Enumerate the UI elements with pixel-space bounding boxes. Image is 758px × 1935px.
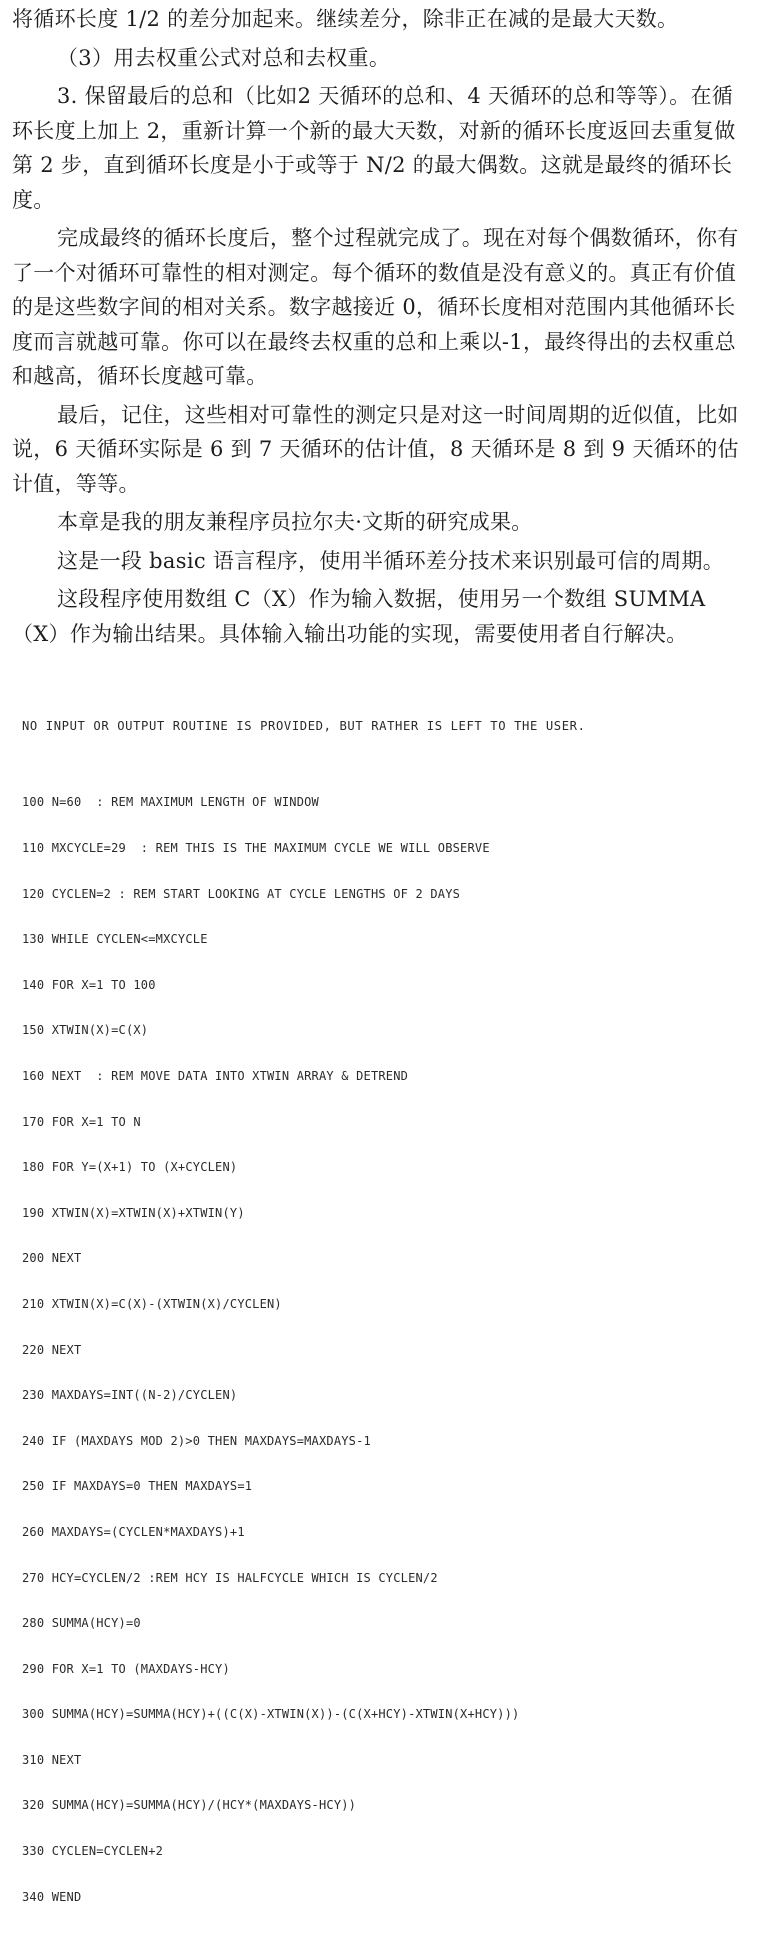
code-line: 290 FOR X=1 TO (MAXDAYS-HCY) [22,1661,230,1676]
code-line: 170 FOR X=1 TO N [22,1114,141,1129]
paragraph-2: （3）用去权重公式对总和去权重。 [57,45,391,70]
code-line: 130 WHILE CYCLEN<=MXCYCLE [22,932,208,947]
code-line: 310 NEXT [22,1752,82,1767]
code-line: 320 SUMMA(HCY)=SUMMA(HCY)/(HCY*(MAXDAYS-HCY)) [22,1798,357,1813]
code-line: 300 SUMMA(HCY)=SUMMA(HCY)+((C(X)-XTWIN(X))-(C(X+HCY)-XTWIN(X+HCY))) [22,1707,520,1722]
code-line: 190 XTWIN(X)=XTWIN(X)+XTWIN(Y) [22,1205,245,1220]
code-line: 260 MAXDAYS=(CYCLEN*MAXDAYS)+1 [22,1524,245,1539]
code-line: 150 XTWIN(X)=C(X) [22,1023,149,1038]
code-note: NO INPUT OR OUTPUT ROUTINE IS PROVIDED, BUT RATHER IS LEFT TO THE USER. [22,719,586,733]
code-line: 330 CYCLEN=CYCLEN+2 [22,1844,164,1859]
paragraph-3: 3. 保留最后的总和（比如2 天循环的总和、4 天循环的总和等等）。在循环长度上加上 2，重新计算一个新的最大天数，对新的循环长度返回去重复做第 2 步，直到循环长度是小于或等于 N/2 的最大偶数。这就是最终的循环长度。 [12,84,736,212]
code-line: 250 IF MAXDAYS=0 THEN MAXDAYS=1 [22,1479,253,1494]
paragraph-1: 将循环长度 1/2 的差分加起来。继续差分，除非正在减的是最大天数。 [12,7,679,31]
paragraph-8: 这段程序使用数组 C（X）作为输入数据，使用另一个数组 SUMMA（X）作为输出结果。具体输入输出功能的实现，需要使用者自行解决。 [12,587,706,646]
code-line: 340 WEND [22,1889,82,1904]
code-line: 160 NEXT : REM MOVE DATA INTO XTWIN ARRAY & DETREND [22,1068,409,1083]
paragraph-5: 最后，记住，这些相对可靠性的测定只是对这一时间周期的近似值，比如说，6 天循环实际是 6 到 7 天循环的估计值，8 天循环是 8 到 9 天循环的估计值，等等。 [12,402,739,496]
code-line: 280 SUMMA(HCY)=0 [22,1616,141,1631]
paragraph-4: 完成最终的循环长度后，整个过程就完成了。现在对每个偶数循环，你有了一个对循环可靠性的相对测定。每个循环的数值是没有意义的。真正有价值的是这些数字间的相对关系。数字越接近 0，循环长度相对范围内其他循环长度而言就越可靠。你可以在最终去权重的总和上乘以-1，最终得出的去权重总和越高，循环长度越可靠。 [12,226,739,388]
basic-code-listing [22,765,752,1935]
code-line: 270 HCY=CYCLEN/2 :REM HCY IS HALFCYCLE WHICH IS CYCLEN/2 [22,1570,438,1585]
body-text [12,2,752,655]
code-line: 220 NEXT [22,1342,82,1357]
paragraph-6: 本章是我的朋友兼程序员拉尔夫·文斯的研究成果。 [57,510,533,534]
code-line: 110 MXCYCLE=29 : REM THIS IS THE MAXIMUM CYCLE WE WILL OBSERVE [22,841,490,855]
code-line: 180 FOR Y=(X+1) TO (X+CYCLEN) [22,1160,238,1175]
code-line: 240 IF (MAXDAYS MOD 2)>0 THEN MAXDAYS=MAXDAYS-1 [22,1433,371,1448]
code-line: 100 N=60 : REM MAXIMUM LENGTH OF WINDOW [22,795,319,810]
code-line: 120 CYCLEN=2 : REM START LOOKING AT CYCLE LENGTHS OF 2 DAYS [22,886,461,901]
paragraph-7: 这是一段 basic 语言程序，使用半循环差分技术来识别最可信的周期。 [57,548,725,573]
code-line: 200 NEXT [22,1251,82,1266]
code-line: 140 FOR X=1 TO 100 [22,977,156,992]
code-line: 230 MAXDAYS=INT((N-2)/CYCLEN) [22,1388,238,1403]
code-line: 210 XTWIN(X)=C(X)-(XTWIN(X)/CYCLEN) [22,1296,282,1311]
